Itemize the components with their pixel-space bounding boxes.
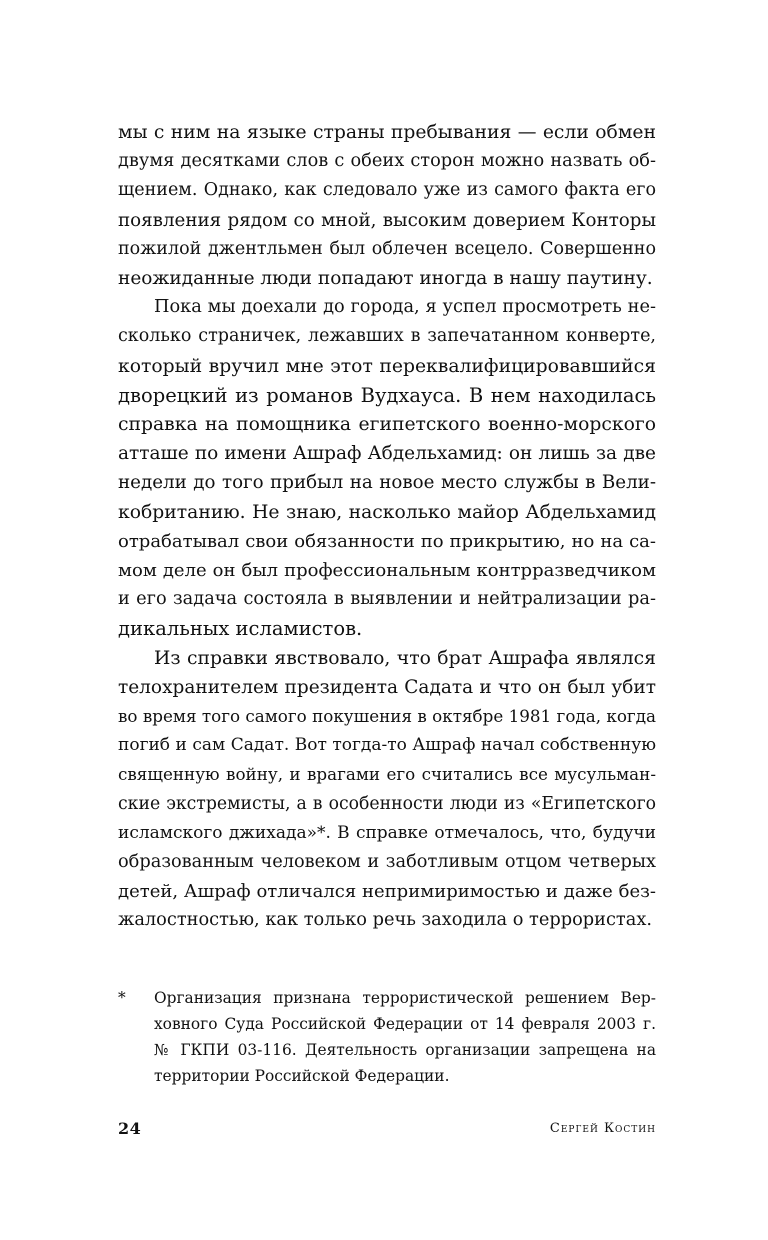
running-head-author: Сергей Костин: [549, 1121, 656, 1136]
footnote-text: [154, 985, 656, 1089]
main-text: [118, 118, 656, 936]
text-line: телохранителем президента Садата и что он был убит: [118, 676, 656, 698]
page-footer: [118, 1119, 656, 1147]
text-line: неожиданные люди попадают иногда в нашу паутину.: [118, 268, 653, 290]
text-line: Из справки явствовало, что брат Ашрафа являлся: [154, 647, 656, 669]
text-line: детей, Ашраф отличался непримиримостью и даже без-: [118, 881, 656, 903]
text-line: ские экстремисты, а в особенности люди из «Египетского: [118, 793, 656, 814]
text-line: во время того самого покушения в октябре 1981 года, когда: [118, 706, 656, 727]
text-line: дворецкий из романов Вудхауса. В нем находилась: [118, 383, 656, 407]
page-number: 24: [118, 1119, 142, 1138]
text-line: который вручил мне этот переквалифицировавшийся: [118, 355, 656, 377]
text-line: образованным человеком и заботливым отцом четверых: [118, 852, 656, 873]
text-line: пожилой джентльмен был облечен всецело. Совершенно: [118, 238, 656, 259]
text-line: жалостностью, как только речь заходила о террористах.: [118, 910, 652, 931]
paragraph-3: [118, 644, 656, 936]
text-line: щением. Однако, как следовало уже из самого факта его: [118, 180, 656, 201]
footnote-line: № ГКПИ 03-116. Деятельность организации запрещена на: [154, 1041, 656, 1059]
text-line: погиб и сам Садат. Вот тогда-то Ашраф начал собственную: [118, 735, 656, 756]
footnote: [118, 985, 656, 1089]
text-line: и его задача состояла в выявлении и нейтрализации ра-: [118, 589, 656, 610]
footnote-line: территории Российской Федерации.: [154, 1067, 450, 1085]
text-line: отрабатывал свои обязанности по прикрытию, но на са-: [118, 530, 656, 552]
paragraph-1: [118, 118, 656, 293]
text-line: недели до того прибыл на новое место службы в Вели-: [118, 472, 656, 494]
text-line: появления рядом со мной, высоким доверием Конторы: [118, 209, 656, 231]
text-line: мом деле он был профессиональным контрразведчиком: [118, 560, 656, 582]
footnote-line: ховного Суда Российской Федерации от 14 февраля 2003 г.: [154, 1015, 656, 1033]
text-line: исламского джихада»*. В справке отмечалось, что, будучи: [118, 822, 656, 843]
text-line: дикальных исламистов.: [118, 617, 363, 641]
text-line: мы с ним на языке страны пребывания — если обмен: [118, 122, 656, 143]
paragraph-2: [118, 293, 656, 643]
text-line: справка на помощника египетского военно-морского: [118, 414, 656, 436]
text-line: атташе по имени Ашраф Абдельхамид: он лишь за две: [118, 443, 656, 465]
footnote-line: Организация признана террористической решением Вер-: [154, 989, 656, 1007]
text-line: двумя десятками слов с обеих сторон можно назвать об-: [118, 151, 656, 172]
text-line: священную войну, и врагами его считались все мусульман-: [118, 764, 656, 785]
text-line: Пока мы доехали до города, я успел просмотреть не-: [154, 297, 656, 318]
text-line: сколько страничек, лежавших в запечатанном конверте,: [118, 326, 656, 347]
text-line: кобританию. Не знаю, насколько майор Абдельхамид: [118, 501, 656, 523]
footnote-mark: *: [118, 989, 126, 1007]
